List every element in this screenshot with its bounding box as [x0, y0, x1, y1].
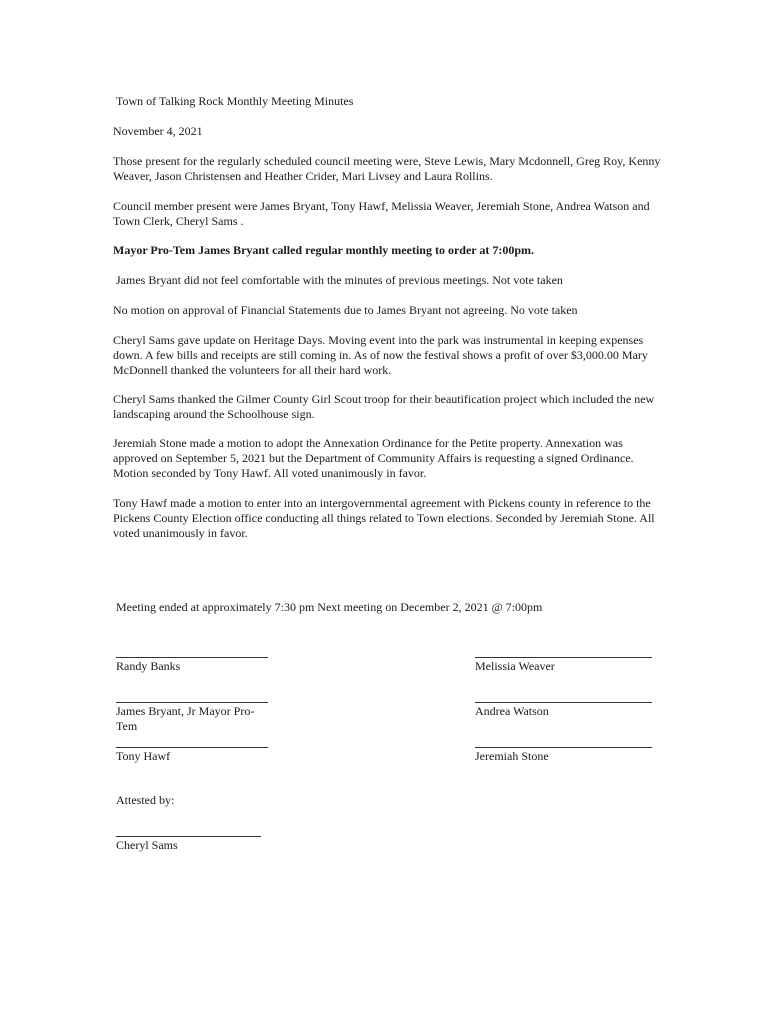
signature-block [475, 688, 652, 719]
document-title: Town of Talking Rock Monthly Meeting Minutes [116, 94, 354, 108]
signature-block [475, 733, 652, 764]
signature-name: Melissia Weaver [475, 659, 555, 673]
paragraph-call-to-order: Mayor Pro-Tem James Bryant called regular monthly meeting to order at 7:00pm. [113, 243, 535, 257]
signature-line [116, 733, 268, 748]
paragraph-heritage: Cheryl Sams gave update on Heritage Days. Moving event into the park was instrumental in keeping expenses down. A few bills and receipts are still coming in. As of now the festival shows a profit of over $3,000.00 Mary McDonnell thanked the volunteers for all their hard work. [113, 333, 648, 377]
signature-line [116, 643, 268, 658]
signature-block [116, 643, 268, 674]
signature-name: Randy Banks [116, 659, 181, 673]
signature-block [475, 643, 652, 674]
attested-label: Attested by: [116, 793, 175, 807]
paragraph-minutes: James Bryant did not feel comfortable with the minutes of previous meetings. Not vote taken [116, 273, 563, 287]
paragraph-girl-scout: Cheryl Sams thanked the Gilmer County Girl Scout troop for their beautification project which included the new landscaping around the Schoolhouse sign. [113, 392, 655, 421]
paragraph-financial: No motion on approval of Financial Statements due to James Bryant not agreeing. No vote taken [113, 303, 578, 317]
signature-block [116, 688, 268, 734]
signature-line [475, 643, 652, 658]
signature-line [475, 733, 652, 748]
signature-line [116, 822, 261, 837]
paragraph-annexation: Jeremiah Stone made a motion to adopt the Annexation Ordinance for the Petite property. Annexation was approved on September 5, 2021 but the Department of Community Affairs is requesting a signed Ordinance. Motion seconded by Tony Hawf. All voted unanimously in favor. [113, 436, 634, 480]
signature-name: Jeremiah Stone [475, 749, 549, 763]
meeting-date: November 4, 2021 [113, 124, 203, 138]
paragraph-intergovernmental: Tony Hawf made a motion to enter into an intergovernmental agreement with Pickens county in reference to the Pickens County Election office conducting all things related to Town elections. Seconded by Jeremiah Stone. All voted unanimously in favor. [113, 496, 655, 540]
paragraph-present: Those present for the regularly scheduled council meeting were, Steve Lewis, Mary Mcdonnell, Greg Roy, Kenny Weaver, Jason Christensen and Heather Crider, Mari Livsey and Laura Rollins. [113, 154, 661, 183]
signature-name: James Bryant, Jr Mayor Pro-Tem [116, 704, 255, 733]
signature-block [116, 733, 268, 764]
attested-name: Cheryl Sams [116, 838, 178, 852]
signature-line [475, 688, 652, 703]
attested-signature-block [116, 822, 261, 853]
paragraph-council: Council member present were James Bryant, Tony Hawf, Melissia Weaver, Jeremiah Stone, Andrea Watson and Town Clerk, Cheryl Sams . [113, 199, 650, 228]
signature-name: Tony Hawf [116, 749, 171, 763]
signature-line [116, 688, 268, 703]
paragraph-meeting-end: Meeting ended at approximately 7:30 pm Next meeting on December 2, 2021 @ 7:00pm [116, 600, 543, 614]
signature-name: Andrea Watson [475, 704, 549, 718]
